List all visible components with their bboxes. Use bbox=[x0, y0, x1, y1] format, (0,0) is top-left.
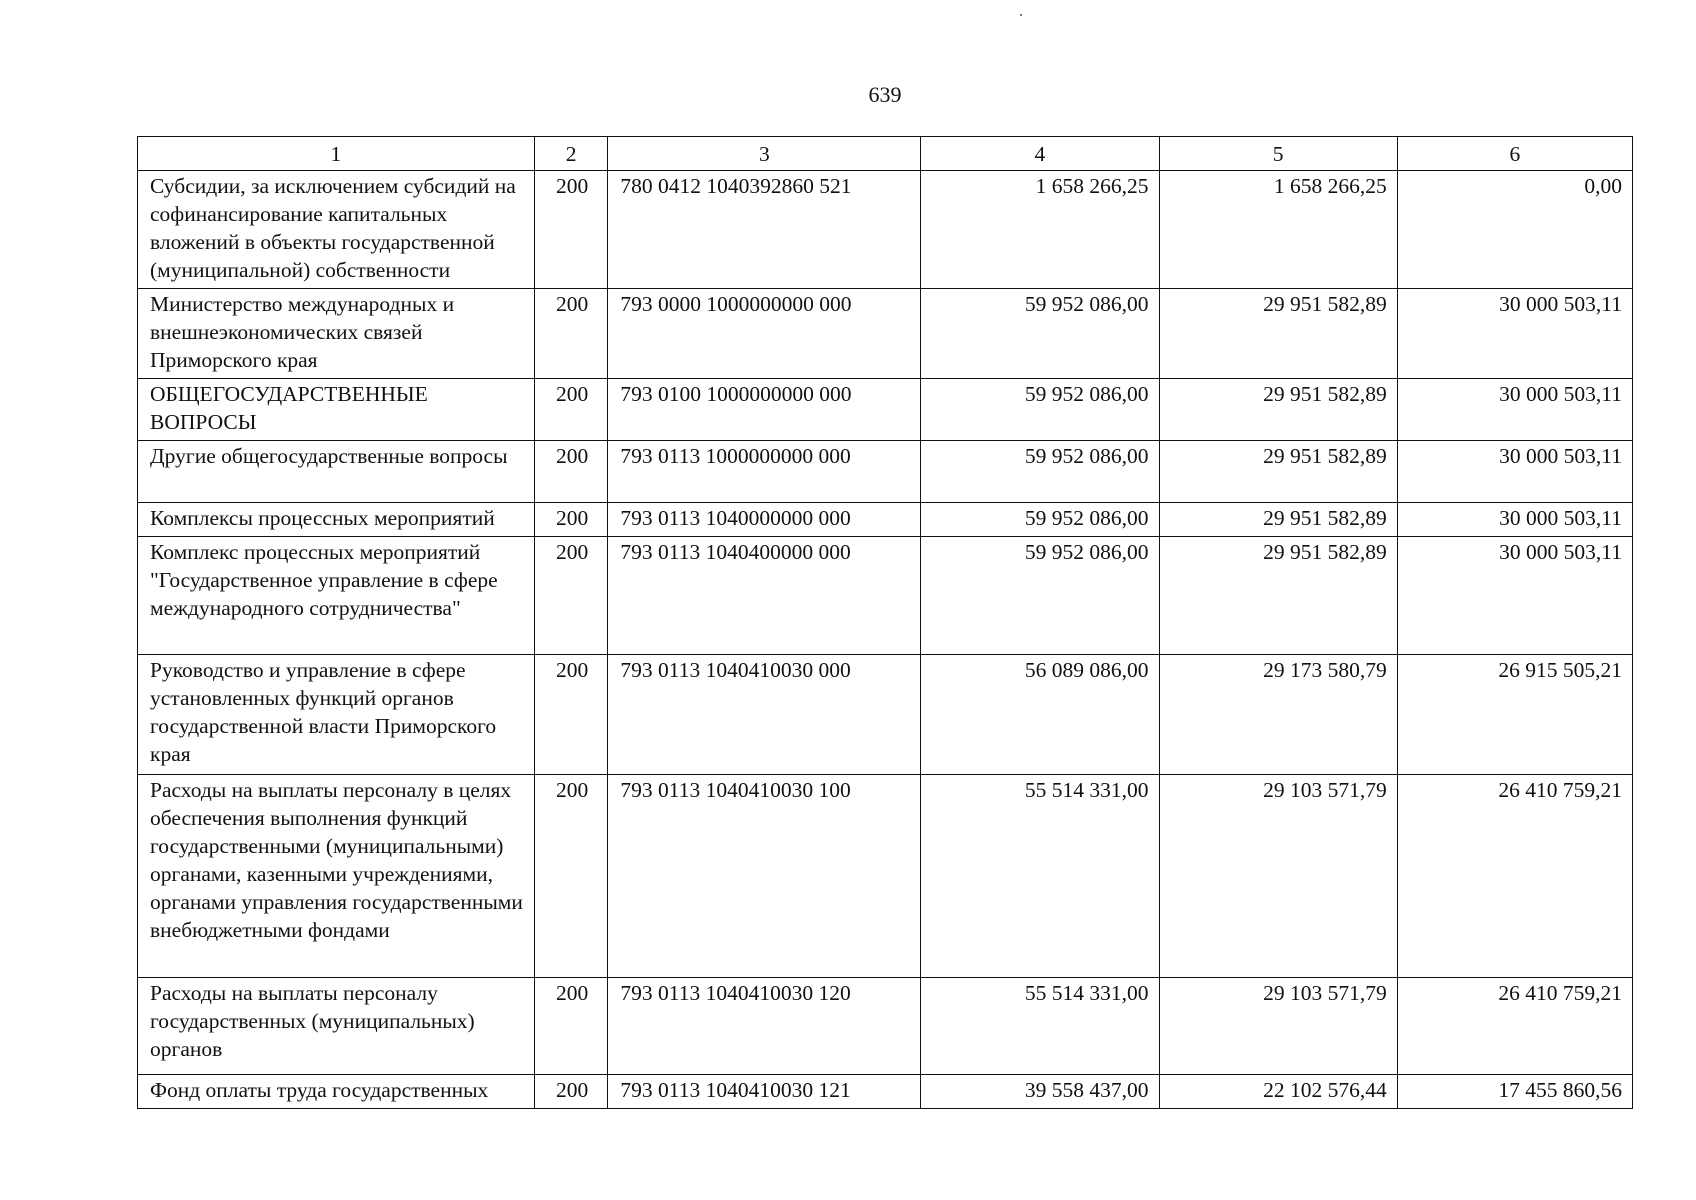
table-header-row bbox=[138, 137, 1633, 171]
row-name-cell: Руководство и управление в сфере установленных функций органов государственной власти Приморского края bbox=[138, 655, 535, 775]
row-unexecuted-cell: 30 000 503,11 bbox=[1397, 289, 1632, 379]
column-header-4: 4 bbox=[921, 137, 1159, 171]
row-unexecuted-cell: 17 455 860,56 bbox=[1397, 1075, 1632, 1109]
budget-execution-table bbox=[137, 136, 1633, 1109]
row-executed-cell: 29 103 571,79 bbox=[1159, 775, 1397, 978]
table-row bbox=[138, 1075, 1633, 1109]
row-budget-code-cell: 793 0113 1040410030 121 bbox=[608, 1075, 921, 1109]
row-admin-code-cell: 200 bbox=[534, 1075, 608, 1109]
row-executed-cell: 29 103 571,79 bbox=[1159, 978, 1397, 1075]
table-row bbox=[138, 503, 1633, 537]
row-admin-code-cell: 200 bbox=[534, 503, 608, 537]
row-budget-code-cell: 793 0113 1040410030 100 bbox=[608, 775, 921, 978]
table-row bbox=[138, 289, 1633, 379]
row-budget-code-cell: 793 0113 1040410030 120 bbox=[608, 978, 921, 1075]
row-unexecuted-cell: 26 410 759,21 bbox=[1397, 775, 1632, 978]
column-header-5: 5 bbox=[1159, 137, 1397, 171]
row-approved-cell: 59 952 086,00 bbox=[921, 441, 1159, 503]
row-executed-cell: 29 951 582,89 bbox=[1159, 503, 1397, 537]
row-unexecuted-cell: 26 915 505,21 bbox=[1397, 655, 1632, 775]
row-budget-code-cell: 793 0000 1000000000 000 bbox=[608, 289, 921, 379]
column-header-1: 1 bbox=[138, 137, 535, 171]
row-unexecuted-cell: 30 000 503,11 bbox=[1397, 537, 1632, 655]
row-executed-cell: 29 951 582,89 bbox=[1159, 289, 1397, 379]
row-name-cell: Фонд оплаты труда государственных bbox=[138, 1075, 535, 1109]
row-unexecuted-cell: 30 000 503,11 bbox=[1397, 503, 1632, 537]
scan-artifact-dot bbox=[1020, 14, 1022, 16]
row-approved-cell: 56 089 086,00 bbox=[921, 655, 1159, 775]
table-row bbox=[138, 171, 1633, 289]
row-budget-code-cell: 793 0113 1000000000 000 bbox=[608, 441, 921, 503]
row-name-cell: Субсидии, за исключением субсидий на софинансирование капитальных вложений в объекты государственной (муниципальной) собственности bbox=[138, 171, 535, 289]
row-name-cell: Другие общегосударственные вопросы bbox=[138, 441, 535, 503]
row-admin-code-cell: 200 bbox=[534, 655, 608, 775]
table-row bbox=[138, 775, 1633, 978]
row-budget-code-cell: 780 0412 1040392860 521 bbox=[608, 171, 921, 289]
row-executed-cell: 29 951 582,89 bbox=[1159, 537, 1397, 655]
row-admin-code-cell: 200 bbox=[534, 171, 608, 289]
row-budget-code-cell: 793 0100 1000000000 000 bbox=[608, 379, 921, 441]
table-row bbox=[138, 379, 1633, 441]
row-approved-cell: 59 952 086,00 bbox=[921, 503, 1159, 537]
row-unexecuted-cell: 30 000 503,11 bbox=[1397, 379, 1632, 441]
row-name-cell: ОБЩЕГОСУДАРСТВЕННЫЕ ВОПРОСЫ bbox=[138, 379, 535, 441]
column-header-3: 3 bbox=[608, 137, 921, 171]
row-name-cell: Комплекс процессных мероприятий "Государственное управление в сфере международного сотрудничества" bbox=[138, 537, 535, 655]
row-approved-cell: 1 658 266,25 bbox=[921, 171, 1159, 289]
row-unexecuted-cell: 0,00 bbox=[1397, 171, 1632, 289]
row-approved-cell: 55 514 331,00 bbox=[921, 978, 1159, 1075]
row-name-cell: Комплексы процессных мероприятий bbox=[138, 503, 535, 537]
page-number: 639 bbox=[868, 82, 902, 107]
row-unexecuted-cell: 30 000 503,11 bbox=[1397, 441, 1632, 503]
row-name-cell: Расходы на выплаты персоналу в целях обеспечения выполнения функций государственными (муниципальными) органами, казенными учреждениями, органами управления государственными внебюджетными фондами bbox=[138, 775, 535, 978]
row-executed-cell: 22 102 576,44 bbox=[1159, 1075, 1397, 1109]
row-budget-code-cell: 793 0113 1040410030 000 bbox=[608, 655, 921, 775]
row-admin-code-cell: 200 bbox=[534, 978, 608, 1075]
row-name-cell: Расходы на выплаты персоналу государственных (муниципальных) органов bbox=[138, 978, 535, 1075]
table-row bbox=[138, 537, 1633, 655]
row-admin-code-cell: 200 bbox=[534, 441, 608, 503]
column-header-2: 2 bbox=[534, 137, 608, 171]
table-row bbox=[138, 441, 1633, 503]
row-executed-cell: 29 951 582,89 bbox=[1159, 441, 1397, 503]
row-name-cell: Министерство международных и внешнеэкономических связей Приморского края bbox=[138, 289, 535, 379]
row-approved-cell: 59 952 086,00 bbox=[921, 289, 1159, 379]
row-approved-cell: 55 514 331,00 bbox=[921, 775, 1159, 978]
row-executed-cell: 29 173 580,79 bbox=[1159, 655, 1397, 775]
row-admin-code-cell: 200 bbox=[534, 537, 608, 655]
row-approved-cell: 59 952 086,00 bbox=[921, 537, 1159, 655]
table-row bbox=[138, 978, 1633, 1075]
row-admin-code-cell: 200 bbox=[534, 289, 608, 379]
table-row bbox=[138, 655, 1633, 775]
row-executed-cell: 1 658 266,25 bbox=[1159, 171, 1397, 289]
row-budget-code-cell: 793 0113 1040000000 000 bbox=[608, 503, 921, 537]
row-approved-cell: 59 952 086,00 bbox=[921, 379, 1159, 441]
row-admin-code-cell: 200 bbox=[534, 379, 608, 441]
row-approved-cell: 39 558 437,00 bbox=[921, 1075, 1159, 1109]
row-admin-code-cell: 200 bbox=[534, 775, 608, 978]
column-header-6: 6 bbox=[1397, 137, 1632, 171]
row-executed-cell: 29 951 582,89 bbox=[1159, 379, 1397, 441]
row-budget-code-cell: 793 0113 1040400000 000 bbox=[608, 537, 921, 655]
row-unexecuted-cell: 26 410 759,21 bbox=[1397, 978, 1632, 1075]
